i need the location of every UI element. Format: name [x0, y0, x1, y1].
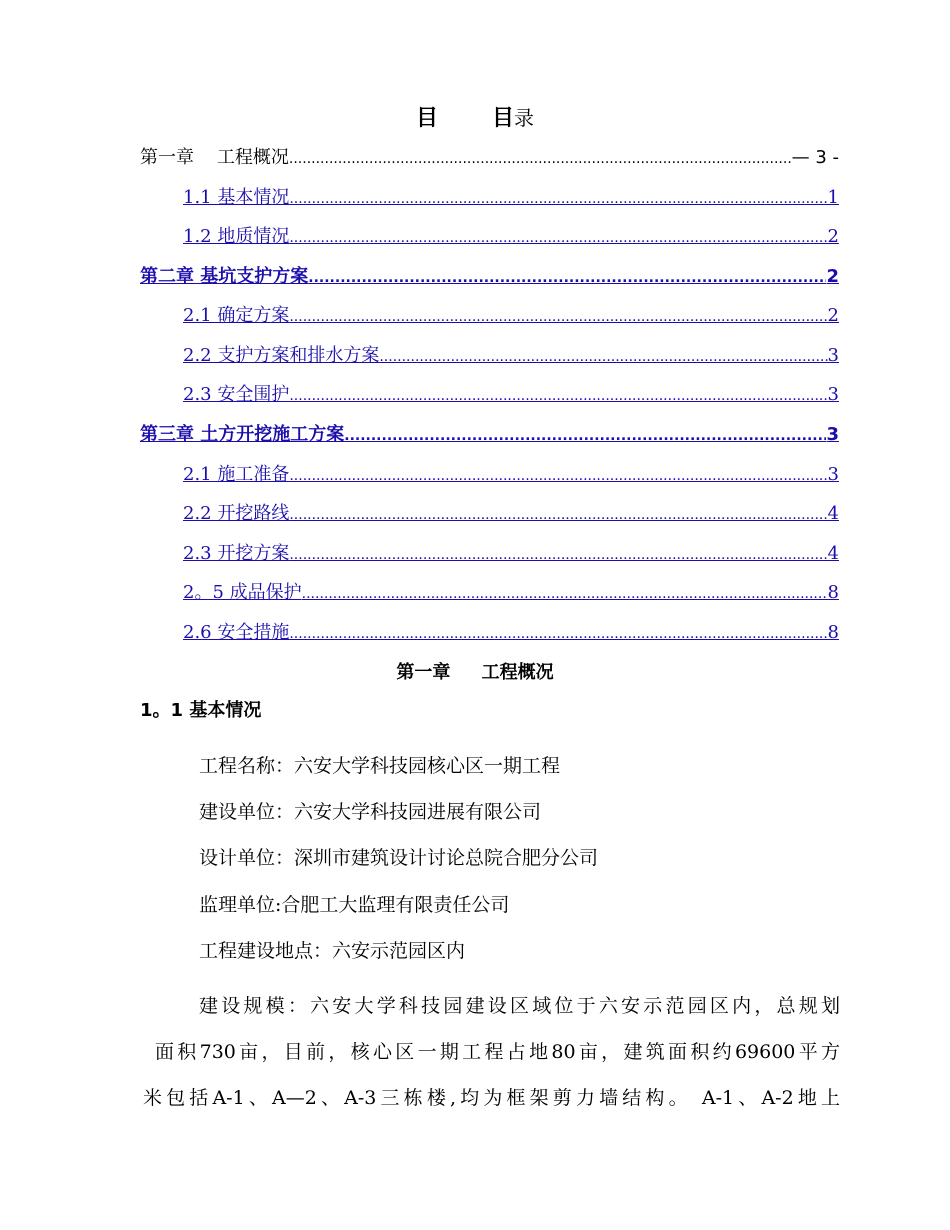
toc-entry-label: 2。5 成品保护 [183, 582, 302, 603]
toc-title-char-2: 目 [492, 106, 515, 131]
scale-line-3: 米包括A-1、A—2、A-3三栋楼,均为框架剪力墙结构。 A-1、A-2地上 [143, 1087, 840, 1109]
chapter-heading: 第一章 工程概况 [396, 662, 554, 683]
toc-entry-page: 4 [827, 503, 839, 524]
toc-entry-3-1[interactable] [183, 462, 839, 488]
toc-entry-page: 2 [827, 305, 839, 326]
toc-leader-dots [289, 225, 827, 251]
toc-entry-chapter-2[interactable] [140, 264, 839, 290]
toc-leader-dots [289, 463, 827, 489]
designer-line: 设计单位：深圳市建筑设计讨论总院合肥分公司 [199, 847, 599, 869]
toc-entry-label: 1.1 基本情况 [183, 187, 290, 208]
toc-entry-2-3[interactable] [183, 382, 839, 408]
toc-leader-dots [302, 581, 828, 607]
toc-title-char-3: 录 [514, 106, 535, 130]
builder-line: 建设单位：六安大学科技园进展有限公司 [199, 801, 542, 823]
toc-entry-page: 3 [827, 464, 839, 485]
toc-entry-3-2[interactable] [183, 501, 839, 527]
toc-entry-page: 3 [827, 384, 839, 405]
scale-paragraph [143, 983, 840, 1121]
supervisor-line: 监理单位:合肥工大监理有限责任公司 [199, 894, 510, 916]
toc-entry-label: 2.3 开挖方案 [183, 543, 290, 564]
toc-leader-dots [379, 344, 827, 370]
toc-entry-page: 1 [827, 187, 839, 208]
toc-leader-dots [289, 304, 827, 330]
toc-entry-3-5[interactable] [183, 580, 839, 606]
toc-entry-label: 2.1 确定方案 [183, 305, 290, 326]
toc-entry-label: 第三章 土方开挖施工方案 [140, 424, 345, 445]
toc-entry-label: 1.2 地质情况 [183, 226, 290, 247]
toc-entry-3-6[interactable] [183, 620, 839, 646]
toc-entry-chapter-3[interactable] [140, 422, 839, 448]
toc-entry-page: 2 [827, 226, 839, 247]
toc-leader-dots [308, 265, 826, 291]
toc-leader-dots [289, 383, 827, 409]
toc-entry-3-3[interactable] [183, 541, 839, 567]
toc-entry-2-2[interactable] [183, 343, 839, 369]
section-heading: 1。1 基本情况 [140, 700, 262, 721]
toc-entry-1-2[interactable] [183, 224, 839, 250]
toc-leader-dots [289, 502, 827, 528]
location-line: 工程建设地点：六安示范园区内 [199, 940, 466, 962]
toc-entry-label: 2.6 安全措施 [183, 622, 290, 643]
toc-entry-label: 2.1 施工准备 [183, 464, 290, 485]
scale-line-2: 面积730亩，目前，核心区一期工程占地80亩，建筑面积约69600平方 [155, 1041, 840, 1063]
toc-entry-page: 3 [826, 424, 839, 445]
toc-entry-page: 4 [827, 543, 839, 564]
toc-title-char-1: 目 [415, 106, 438, 131]
toc-entry-page: 2 [826, 266, 839, 287]
toc-entry-2-1[interactable] [183, 303, 839, 329]
toc-entry-label: 2.2 开挖路线 [183, 503, 290, 524]
toc-leader-dots [289, 146, 792, 172]
toc-title [0, 103, 950, 134]
toc-entry-label: 第一章 工程概况 [140, 147, 289, 168]
toc-entry-page: 3 [827, 345, 839, 366]
toc-entry-1-1[interactable] [183, 185, 839, 211]
toc-entry-chapter-1[interactable] [140, 145, 839, 171]
toc-entry-label: 第二章 基坑支护方案 [140, 266, 309, 287]
toc-entry-page: — 3 - [791, 147, 839, 168]
toc-leader-dots [289, 542, 827, 568]
toc-leader-dots [289, 186, 827, 212]
project-name-line: 工程名称：六安大学科技园核心区一期工程 [199, 755, 561, 777]
toc-entry-page: 8 [827, 582, 839, 603]
toc-entry-label: 2.3 安全围护 [183, 384, 290, 405]
scale-line-1: 建设规模：六安大学科技园建设区域位于六安示范园区内，总规划 [199, 995, 840, 1017]
toc-leader-dots [289, 621, 827, 647]
toc-entry-label: 2.2 支护方案和排水方案 [183, 345, 380, 366]
toc-leader-dots [344, 423, 826, 449]
toc-entry-page: 8 [827, 622, 839, 643]
